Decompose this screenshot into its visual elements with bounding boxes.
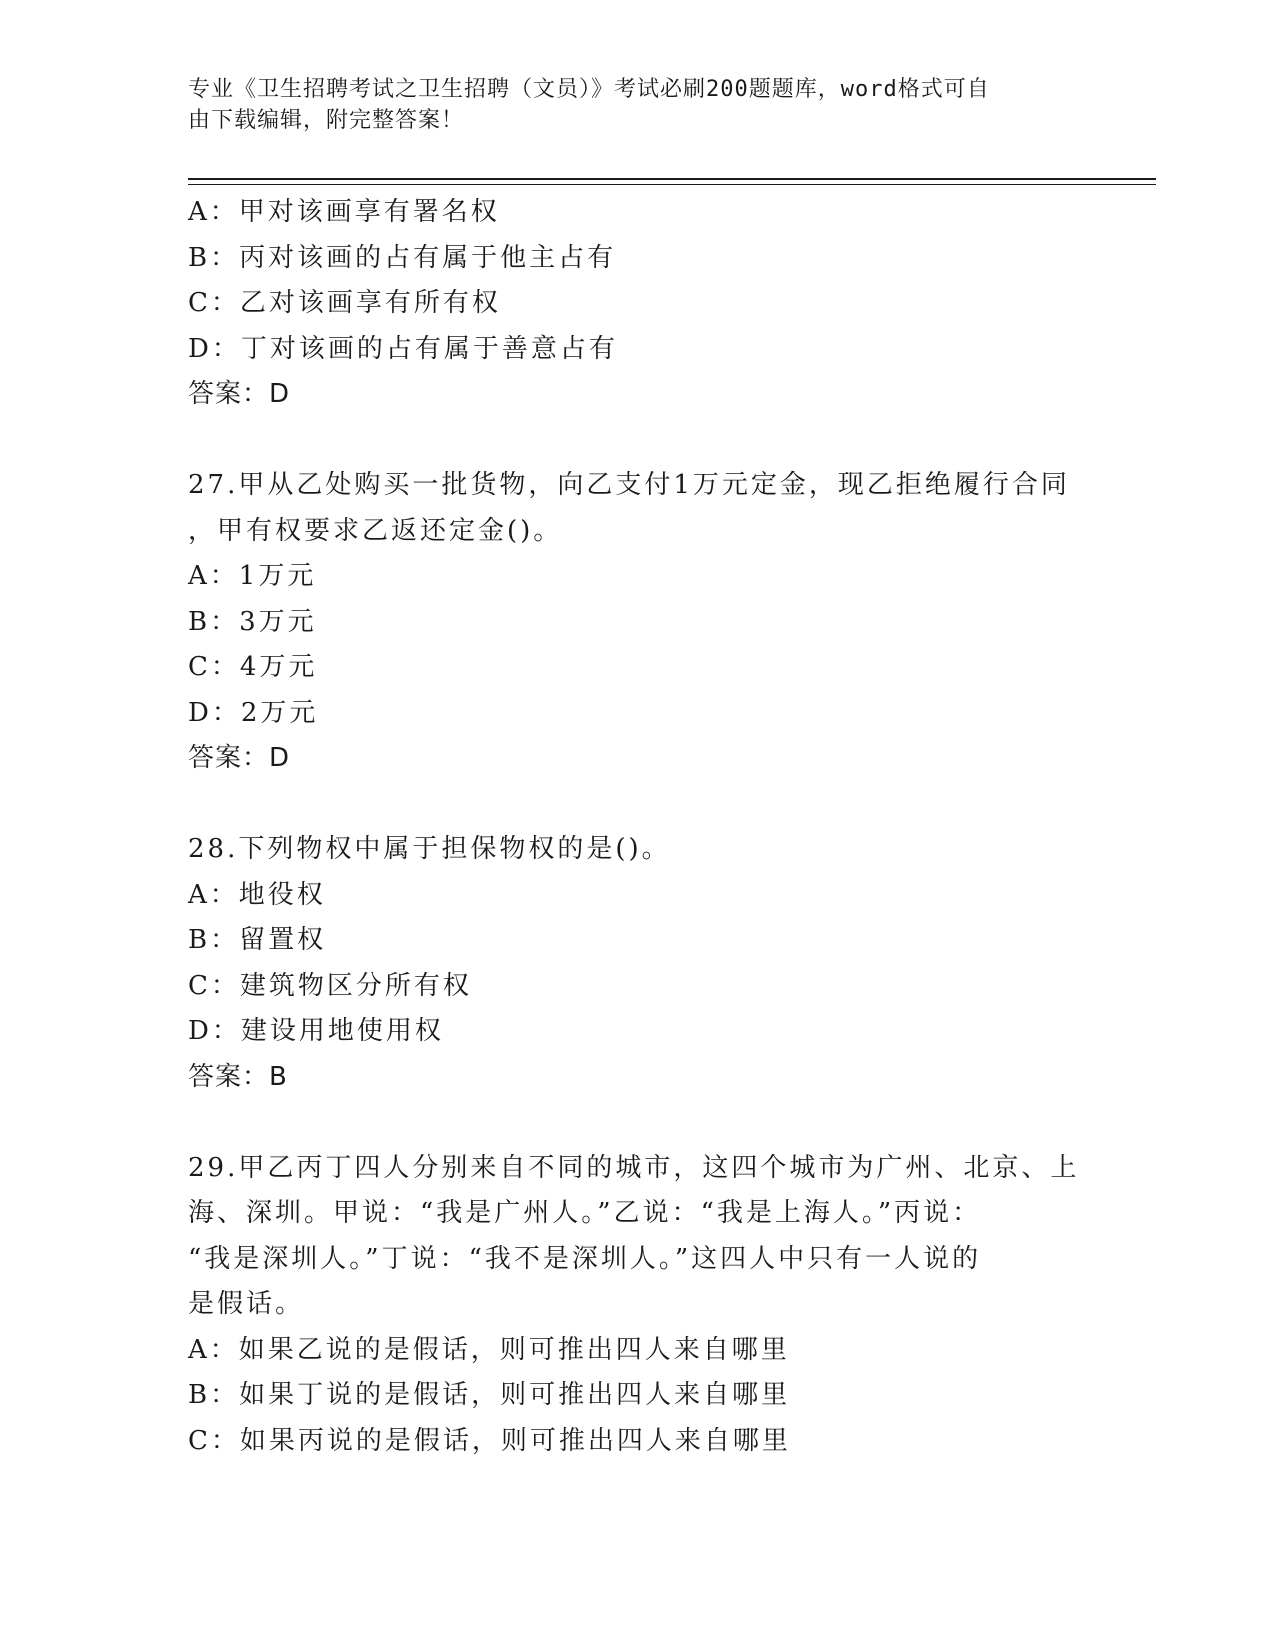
option-b: B：留置权 (188, 925, 327, 955)
option-d: D：2万元 (188, 697, 319, 728)
option-b: B：如果丁说的是假话，则可推出四人来自哪里 (188, 1380, 791, 1410)
option-a: A：1万元 (188, 561, 317, 591)
spacer (188, 1100, 1088, 1146)
question-stem-line: ，甲有权要求乙返还定金()。 (188, 515, 563, 546)
option-a: A：地役权 (188, 879, 326, 910)
option-d: D：建设用地使用权 (188, 1016, 444, 1046)
header-line-1: 专业《卫生招聘考试之卫生招聘（文员）》考试必刷200题题库，word格式可自 (188, 77, 990, 102)
question-stem-line: “我是深圳人。”丁说：“我不是深圳人。”这四人中只有一人说的 (188, 1243, 982, 1274)
header-line-2: 由下载编辑，附完整答案！ (188, 108, 465, 133)
spacer (188, 418, 1088, 464)
answer-line: 答案：D (188, 743, 291, 773)
question-stem-line: 是假话。 (188, 1289, 305, 1319)
answer-line: 答案：D (188, 379, 291, 409)
option-c: C：如果丙说的是假话，则可推出四人来自哪里 (188, 1425, 791, 1456)
spacer (188, 782, 1088, 828)
option-d: D：丁对该画的占有属于善意占有 (188, 333, 618, 364)
header-divider-thick (188, 178, 1156, 180)
question-26 (188, 190, 1088, 418)
header-divider-thin (188, 184, 1156, 185)
question-stem-line: 27.甲从乙处购买一批货物，向乙支付1万元定金，现乙拒绝履行合同 (188, 470, 1070, 500)
question-27 (188, 463, 1088, 782)
option-c: C：乙对该画享有所有权 (188, 288, 501, 318)
option-a: A：如果乙说的是假话，则可推出四人来自哪里 (188, 1334, 790, 1365)
question-stem-line: 29.甲乙丙丁四人分别来自不同的城市，这四个城市为广州、北京、上 (188, 1152, 1080, 1183)
answer-line: 答案：B (188, 1061, 288, 1092)
option-b: B：3万元 (188, 606, 317, 637)
question-28 (188, 827, 1088, 1100)
option-b: B：丙对该画的占有属于他主占有 (188, 242, 617, 273)
question-29 (188, 1146, 1088, 1465)
option-a: A：甲对该画享有署名权 (188, 197, 500, 227)
question-stem-line: 海、深圳。甲说：“我是广州人。”乙说：“我是上海人。”丙说： (188, 1198, 982, 1228)
option-c: C：4万元 (188, 652, 318, 682)
document-header (188, 74, 1088, 136)
option-c: C：建筑物区分所有权 (188, 970, 472, 1001)
question-stem-line: 28.下列物权中属于担保物权的是()。 (188, 834, 671, 864)
question-list (188, 190, 1088, 1464)
